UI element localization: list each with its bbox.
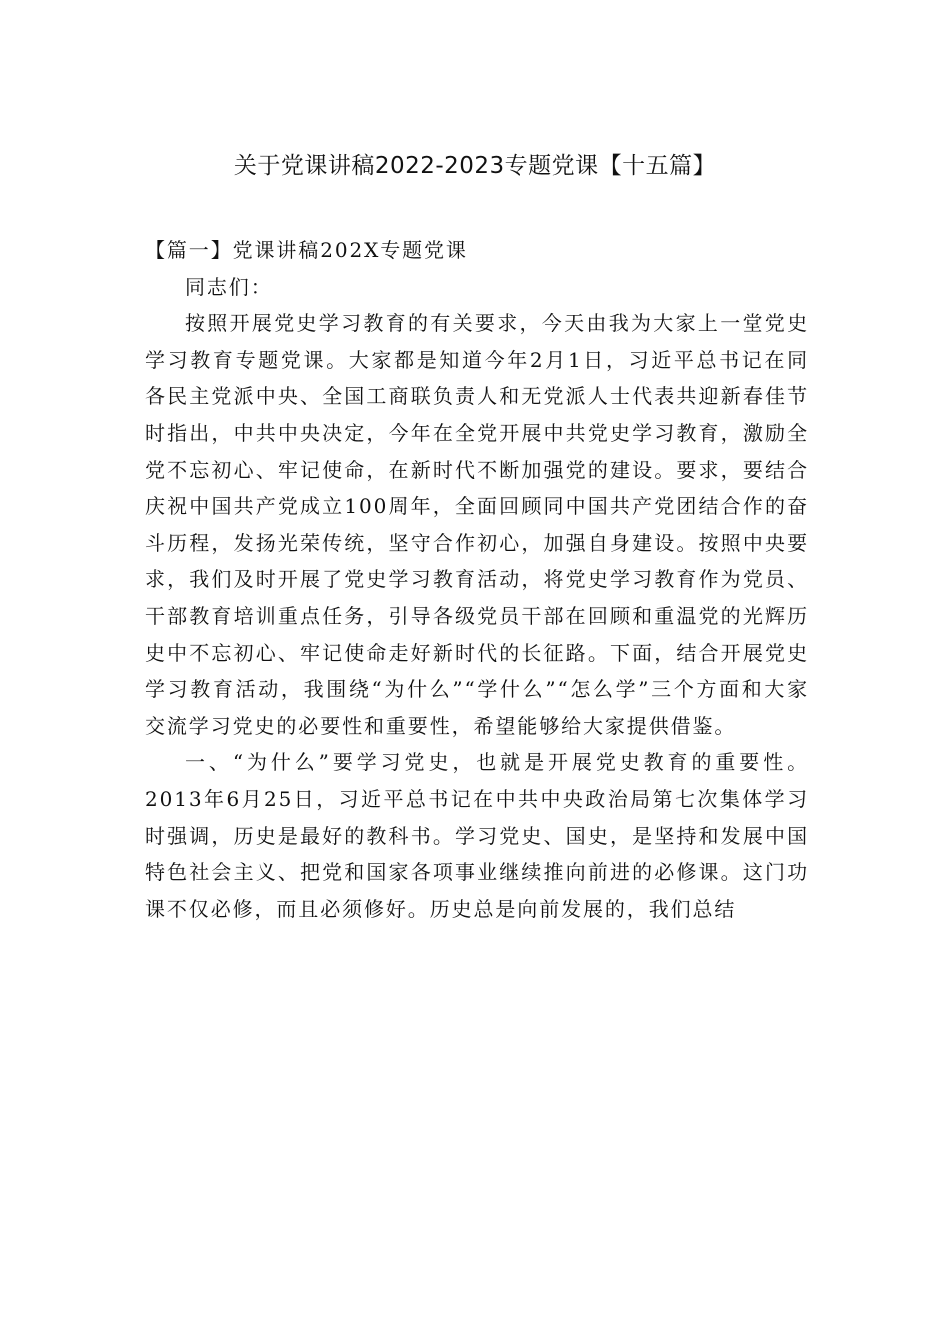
body-paragraph-2: 一、“为什么”要学习党史，也就是开展党史教育的重要性。2013年6月25日，习近平总书记在中共中央政治局第七次集体学习时强调，历史是最好的教科书。学习党史、国史，是坚持和发展中国特色社会主义、把党和国家各项事业继续推向前进的必修课。这门功课不仅必修，而且必须修好。历史总是向前发展的，我们总结 bbox=[145, 750, 809, 921]
section-heading: 【篇一】党课讲稿202X专题党课 bbox=[145, 238, 468, 262]
salutation: 同志们： bbox=[185, 274, 273, 299]
document-title: 关于党课讲稿2022-2023专题党课【十五篇】 bbox=[233, 153, 717, 180]
body-paragraph-1: 按照开展党史学习教育的有关要求，今天由我为大家上一堂党史学习教育专题党课。大家都是知道今年2月1日，习近平总书记在同各民主党派中央、全国工商联负责人和无党派人士代表共迎新春佳节时指出，中共中央决定，今年在全党开展中共党史学习教育，激励全党不忘初心、牢记使命，在新时代不断加强党的建设。要求，要结合庆祝中国共产党成立100周年，全面回顾同中国共产党团结合作的奋斗历程，发扬光荣传统，坚守合作初心，加强自身建设。按照中央要求，我们及时开展了党史学习教育活动，将党史学习教育作为党员、干部教育培训重点任务，引导各级党员干部在回顾和重温党的光辉历史中不忘初心、牢记使命走好新时代的长征路。下面，结合开展党史学习教育活动，我围绕“为什么”“学什么”“怎么学”三个方面和大家交流学习党史的必要性和重要性，希望能够给大家提供借鉴。 bbox=[145, 311, 809, 738]
document-body bbox=[145, 232, 809, 927]
